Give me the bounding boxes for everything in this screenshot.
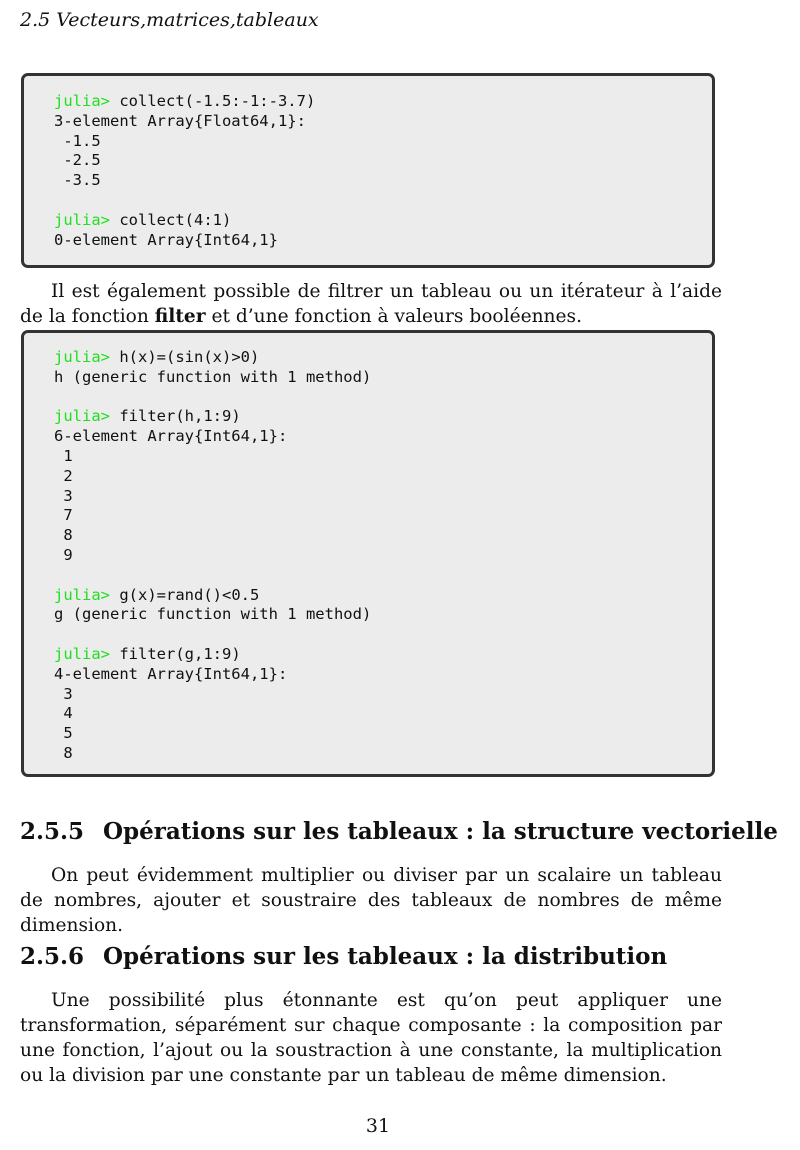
page-number: 31	[365, 1115, 391, 1137]
section-heading-2-5-5	[20, 818, 778, 845]
section-title: Opérations sur les tableaux : la structure vectorielle	[103, 818, 778, 845]
code-line: g (generic function with 1 method)	[54, 605, 372, 624]
code-line: 3-element Array{Float64,1}:	[54, 111, 306, 130]
paragraph-filter-intro	[20, 279, 722, 329]
code-line	[54, 586, 259, 604]
code-line: 6-element Array{Int64,1}:	[54, 427, 288, 446]
code-line	[54, 92, 315, 110]
code-command: collect(-1.5:-1:-3.7)	[110, 92, 316, 110]
running-head: 2.5 Vecteurs,matrices,tableaux	[20, 9, 319, 31]
code-line: 3	[54, 486, 73, 505]
code-line: -3.5	[54, 171, 101, 190]
code-line: 4-element Array{Int64,1}:	[54, 664, 288, 683]
code-line: 7	[54, 506, 73, 525]
code-command: filter(g,1:9)	[110, 644, 241, 663]
code-line: h (generic function with 1 method)	[54, 367, 372, 386]
code-command: collect(4:1)	[110, 210, 232, 229]
code-line: 3	[54, 684, 73, 703]
julia-prompt: julia>	[54, 210, 110, 229]
paragraph-filter-intro-tail: et d’une fonction à valeurs booléennes.	[205, 306, 582, 327]
code-line: 9	[54, 545, 73, 564]
code-line: 5	[54, 724, 73, 743]
code-line: 8	[54, 743, 73, 762]
julia-prompt: julia>	[54, 644, 110, 663]
code-line: 4	[54, 704, 73, 723]
paragraph-distribution-text: Une possibilité plus étonnante est qu’on peut appliquer une transformation, séparément sur chaque composante : la composition par une fonction, l’ajout ou la soustraction à une constante, la multiplication ou la division par une constante par un tableau de même dimension.	[20, 990, 722, 1086]
code-line	[54, 348, 259, 366]
code-line	[54, 407, 241, 425]
paragraph-filter-intro-text: Il est également possible de filtrer un tableau ou un itérateur à l’aide de la fonction	[20, 281, 722, 327]
code-line: 0-element Array{Int64,1}	[54, 230, 278, 249]
code-command: filter(h,1:9)	[110, 407, 241, 426]
section-heading-2-5-6	[20, 943, 667, 970]
section-number: 2.5.6	[20, 943, 85, 970]
paragraph-distribution	[20, 988, 722, 1088]
julia-prompt: julia>	[54, 348, 110, 366]
code-line: 8	[54, 526, 73, 545]
code-line: 1	[54, 446, 73, 465]
code-command: h(x)=(sin(x)>0)	[110, 348, 260, 366]
code-text	[54, 348, 371, 764]
julia-prompt: julia>	[54, 92, 110, 110]
code-line	[54, 211, 231, 229]
code-block-collect	[21, 73, 715, 268]
filter-keyword: filter	[154, 306, 206, 327]
code-line: -2.5	[54, 151, 101, 170]
code-block-filter	[21, 330, 715, 777]
julia-prompt: julia>	[54, 407, 110, 426]
section-number: 2.5.5	[20, 818, 85, 845]
code-line	[54, 645, 241, 663]
paragraph-vector-structure-text: On peut évidemment multiplier ou diviser par un scalaire un tableau de nombres, ajouter et soustraire des tableaux de nombres de même dimension.	[20, 865, 722, 936]
code-text	[54, 92, 315, 250]
code-command: g(x)=rand()<0.5	[110, 585, 260, 604]
code-line: 2	[54, 466, 73, 485]
paragraph-vector-structure	[20, 863, 722, 938]
code-line: -1.5	[54, 131, 101, 150]
section-title: Opérations sur les tableaux : la distribution	[103, 943, 668, 970]
julia-prompt: julia>	[54, 585, 110, 604]
